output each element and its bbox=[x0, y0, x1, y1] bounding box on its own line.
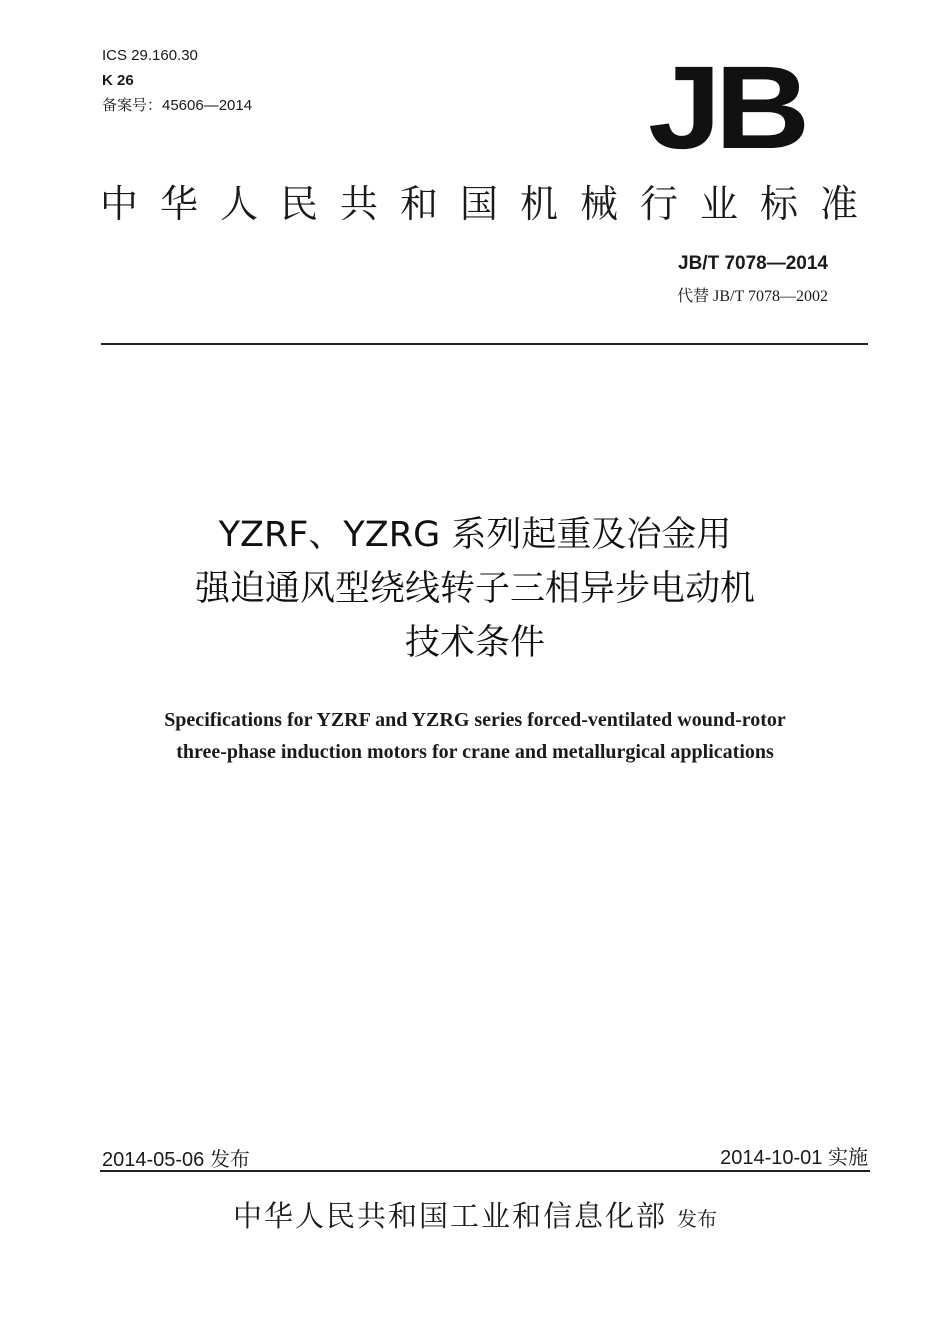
document-title-zh-line3: 技术条件 bbox=[404, 623, 545, 663]
issue-date: 2014-05-06 发布 bbox=[102, 1149, 250, 1171]
document-title-en-line2: three-phase induction motors for crane and metallurgical applications bbox=[176, 741, 774, 763]
jb-logo: JB bbox=[648, 42, 804, 174]
document-title-zh-line1: YZRF、YZRG 系列起重及冶金用 bbox=[218, 515, 732, 555]
ics-code: ICS 29.160.30 bbox=[102, 47, 198, 64]
classification-code: K 26 bbox=[102, 72, 134, 89]
document-title-zh-line2: 强迫通风型绕线转子三相异步电动机 bbox=[194, 569, 755, 609]
standard-category-title: 中华人民共和国机械行业标准 bbox=[100, 182, 881, 226]
top-divider bbox=[101, 343, 868, 345]
standard-code: JB/T 7078—2014 bbox=[678, 253, 828, 274]
filing-number: 备案号：45606—2014 bbox=[102, 97, 253, 114]
document-title-en-line1: Specifications for YZRF and YZRG series forced-ventilated wound-rotor bbox=[164, 709, 786, 731]
bottom-divider bbox=[100, 1170, 870, 1172]
publisher-line bbox=[0, 1196, 950, 1239]
publish-action: 发布 bbox=[677, 1207, 717, 1231]
effective-date: 2014-10-01 实施 bbox=[720, 1147, 868, 1169]
replaces-standard: 代替 JB/T 7078—2002 bbox=[677, 288, 828, 305]
publisher-name: 中华人民共和国工业和信息化部 bbox=[232, 1199, 667, 1233]
